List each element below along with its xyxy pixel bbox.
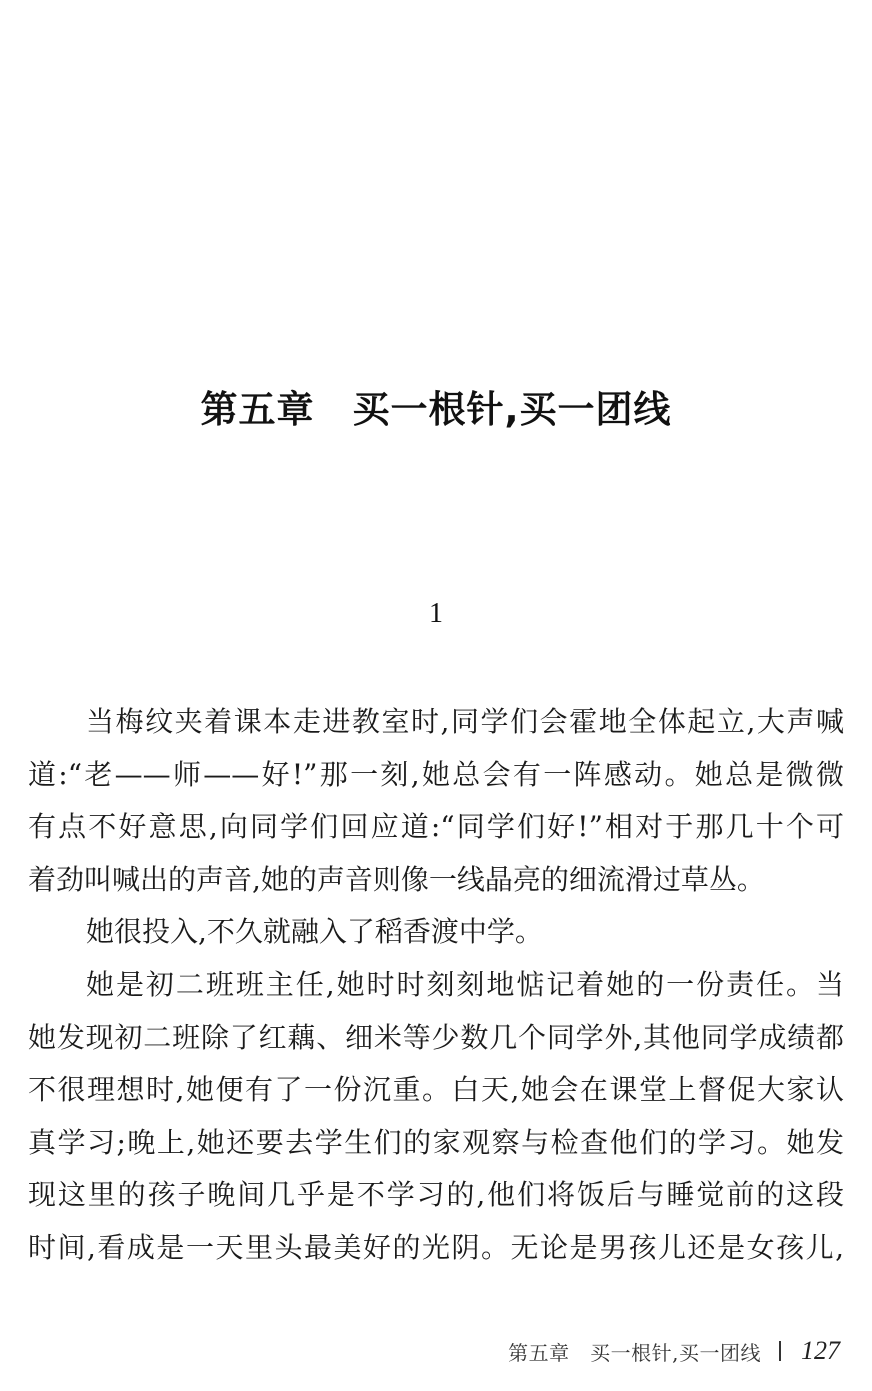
paragraph-3-line-2: 她发现初二班除了红藕、细米等少数几个同学外,其他同学成绩都	[28, 1020, 844, 1054]
paragraph-3-line-4: 真学习;晚上,她还要去学生们的家观察与检查他们的学习。她发	[28, 1125, 844, 1159]
page-number: 127	[801, 1336, 840, 1365]
chapter-title: 第五章 买一根针,买一团线	[200, 388, 672, 431]
paragraph-3-line-5: 现这里的孩子晚间几乎是不学习的,他们将饭后与睡觉前的这段	[28, 1178, 844, 1212]
body-text	[28, 696, 844, 1275]
section-number: 1	[429, 598, 443, 629]
paragraph-1-line-1: 当梅纹夹着课本走进教室时,同学们会霍地全体起立,大声喊	[86, 705, 844, 738]
paragraph-3-line-6: 时间,看成是一天里头最美好的光阴。无论是男孩儿还是女孩儿,	[28, 1230, 844, 1264]
paragraph-3-line-1: 她是初二班班主任,她时时刻刻地惦记着她的一份责任。当	[86, 967, 844, 1001]
footer-divider	[779, 1341, 781, 1361]
paragraph-1-line-3: 有点不好意思,向同学们回应道:“同学们好!”相对于那几十个可	[28, 810, 844, 844]
paragraph-3-line-3: 不很理想时,她便有了一份沉重。白天,她会在课堂上督促大家认	[28, 1073, 844, 1107]
running-header-title: 第五章 买一根针,买一团线	[508, 1340, 761, 1365]
paragraph-2-line-1: 她很投入,不久就融入了稻香渡中学。	[86, 915, 543, 949]
paragraph-1-line-2: 道:“老——师——好!”那一刻,她总会有一阵感动。她总是微微	[28, 757, 844, 791]
paragraph-1-line-4: 着劲叫喊出的声音,她的声音则像一线晶亮的细流滑过草丛。	[28, 862, 765, 896]
page-footer	[508, 1334, 840, 1368]
